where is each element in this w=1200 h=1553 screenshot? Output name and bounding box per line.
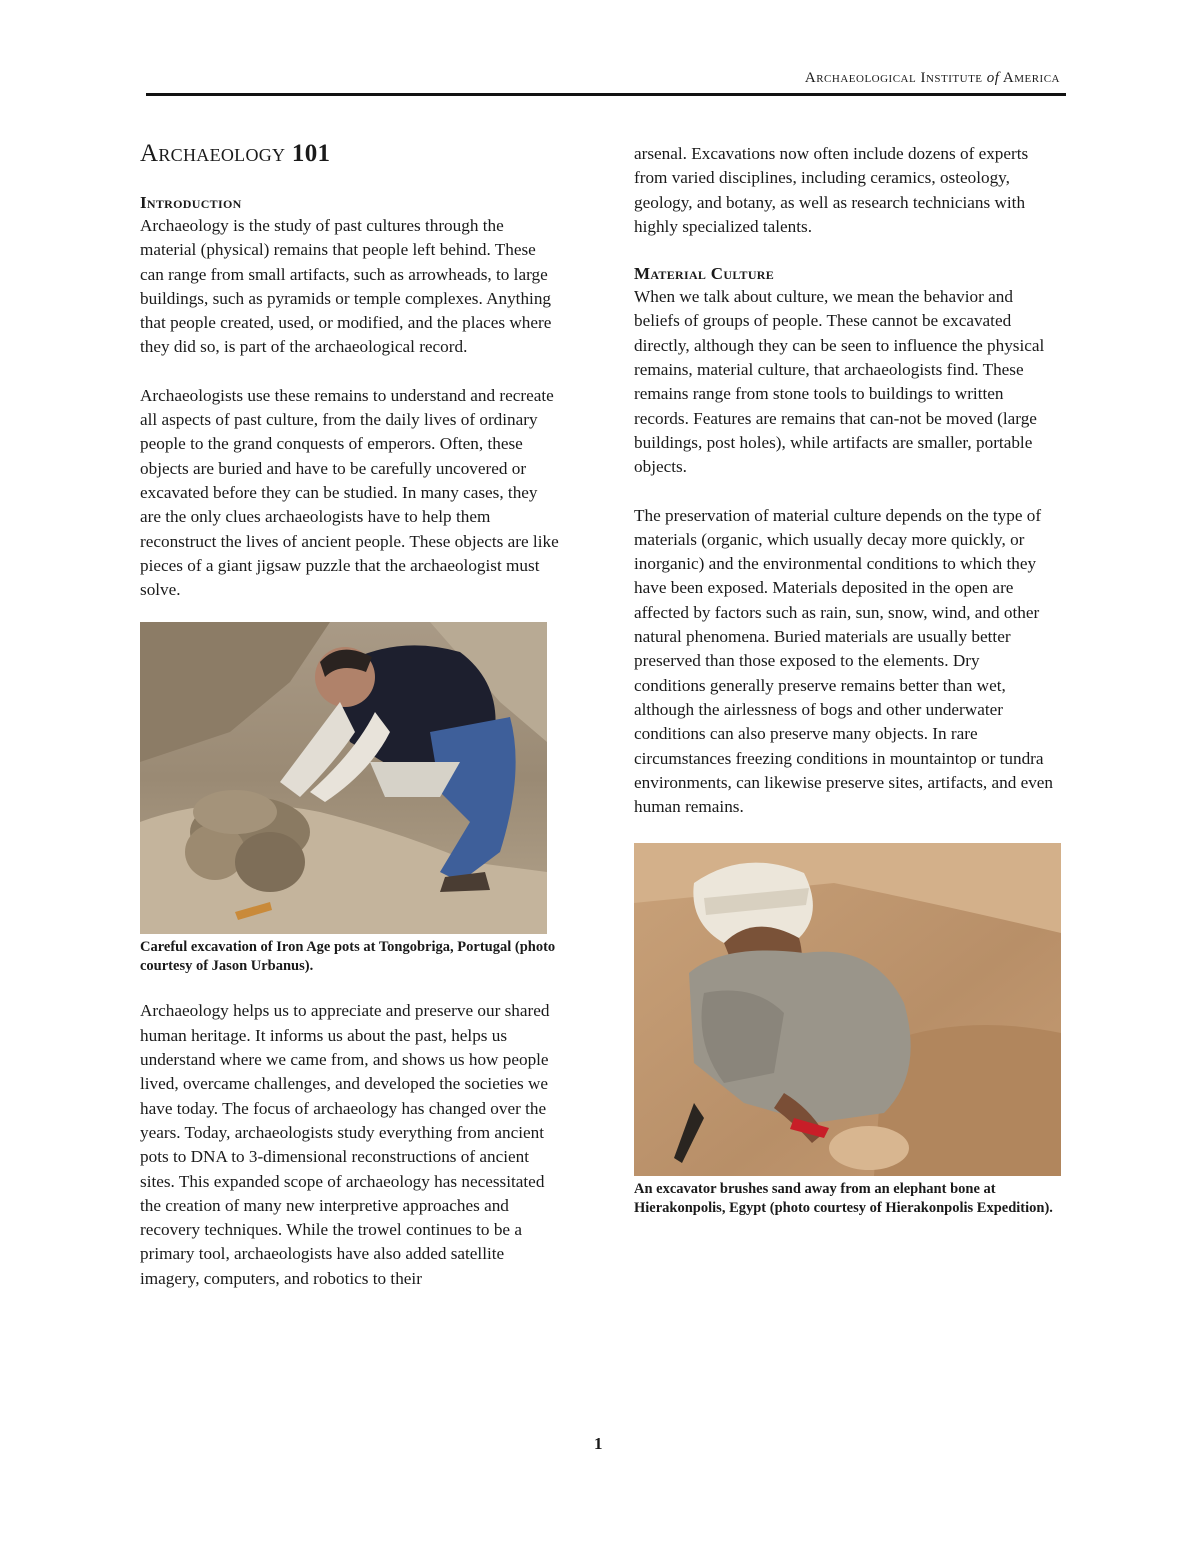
continuation-paragraph: arsenal. Excavations now often include dozens of experts from varied disciplines, including ceramics, osteology, geology, and botany, as well as research technicians with highly specialized talents. (634, 144, 1029, 236)
figure2-caption: An excavator brushes sand away from an elephant bone at Hierakonpolis, Egypt (photo courtesy of Hierakonpolis Expedition). (634, 1181, 1053, 1216)
running-header (805, 70, 1060, 87)
excavation-photo-illustration (140, 622, 547, 934)
header-institute-part1: Archaeological Institute (804, 70, 983, 86)
material-paragraph-1: When we talk about culture, we mean the behavior and beliefs of groups of people. These cannot be excavated directly, although they can be seen to influence the physical remains, material culture, that archaeologists find. These remains range from stone tools to buildings to written records. Features are remains that can-not be moved (large buildings, post holes), while artifacts are smaller, portable objects. (634, 287, 1045, 477)
material-culture-heading: Material Culture (634, 264, 775, 284)
left-column (140, 140, 560, 1315)
introduction-heading: Introduction (140, 193, 242, 212)
material-paragraph-2: The preservation of material culture depends on the type of materials (organic, which usually decay more quickly, or inorganic) and the environmental conditions to which they have been exposed. Materials deposited in the open are affected by factors such as rain, sun, snow, wind, and other natural phenomena. Buried materials are usually better preserved than those exposed to the elements. Dry conditions generally preserve remains better than wet, although the airlessness of bogs and other underwater conditions can also preserve many objects. In rare circumstances freezing conditions in mountaintop or tundra environments, can likewise preserve sites, artifacts, and even human remains. (634, 505, 1054, 817)
right-column (634, 142, 1054, 1241)
page-number: 1 (594, 1434, 603, 1453)
intro-paragraph-2: Archaeologists use these remains to understand and recreate all aspects of past culture, from the daily lives of ordinary people to the grand conquests of emperors. Often, these objects are buried and have to be carefully uncovered or excavated before they can be studied. In many cases, they are the only clues archaeologists have to help them reconstruct the lives of ancient people. These objects are like pieces of a giant jigsaw puzzle that the archaeologist must solve. (140, 385, 559, 600)
header-institute-part2: America (1002, 70, 1060, 86)
heritage-paragraph: Archaeology helps us to appreciate and preserve our shared human heritage. It informs us about the past, helps us understand where we came from, and shows us how people lived, overcame challenges, and developed the societies we have today. The focus of archaeology has changed over the years. Today, archaeologists study everything from ancient pots to DNA to 3-dimensional reconstructions of ancient sites. This expanded scope of archaeology has necessitated the creation of many new interpretive approaches and recovery techniques. While the trowel continues to be a primary tool, archaeologists have also added satellite imagery, computers, and robotics to their (140, 1001, 550, 1288)
intro-paragraph-1: Archaeology is the study of past cultures through the material (physical) remains that people left behind. These can range from small artifacts, such as arrowheads, to large buildings, such as pyramids or temple complexes. Anything that people created, used, or modified, and the places where they did so, is part of the archaeological record. (140, 216, 552, 357)
header-institute-of: of (986, 70, 1000, 86)
excavation-photo (140, 622, 547, 934)
page-title (140, 140, 560, 168)
hierakonpolis-photo-illustration (634, 843, 1061, 1176)
header-divider (146, 93, 1066, 96)
title-word: Archaeology (140, 140, 286, 167)
title-number: 101 (291, 140, 331, 167)
hierakonpolis-photo (634, 843, 1061, 1176)
figure1-caption: Careful excavation of Iron Age pots at Tongobriga, Portugal (photo courtesy of Jason Urbanus). (140, 939, 556, 974)
